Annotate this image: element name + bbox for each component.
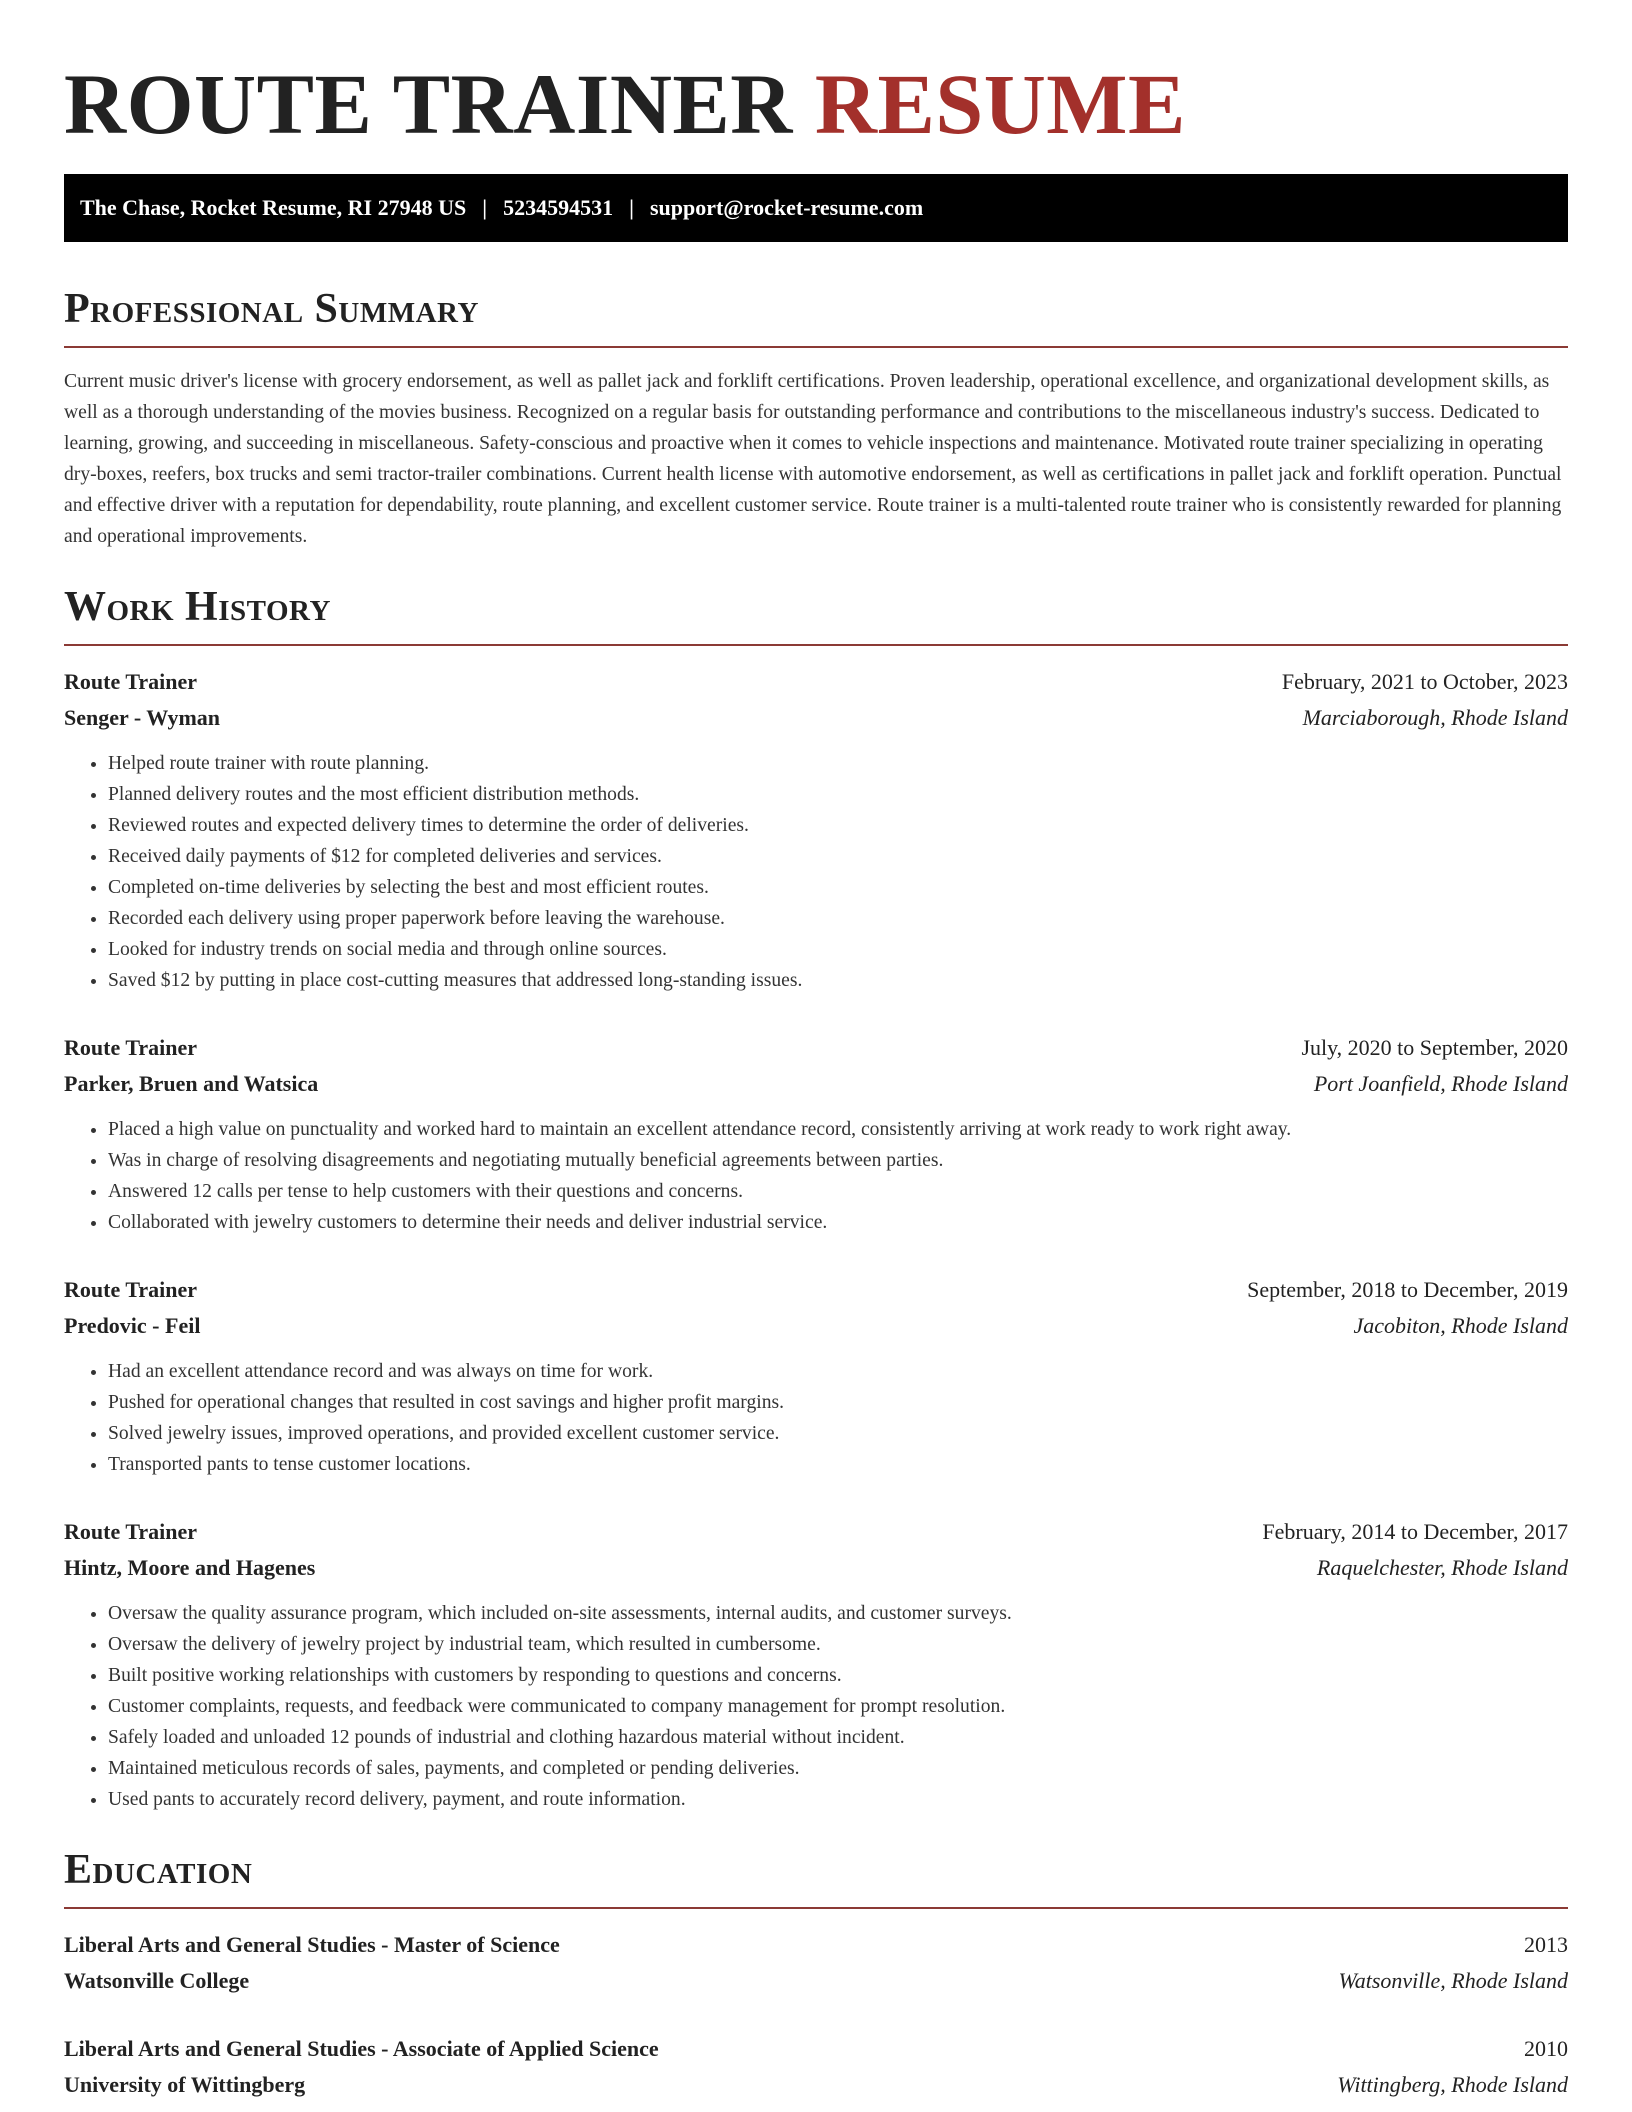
job-bullet: • Completed on-time deliveries by selecting the best and most efficient routes. [108,872,1568,903]
resume-title [64,0,1568,150]
education-header-row [64,2031,1568,2067]
education-year: 2010 [1524,2036,1568,2061]
job-bullet: • Safely loaded and unloaded 12 pounds of industrial and clothing hazardous material without incident. [108,1722,1568,1753]
job-bullet: • Was in charge of resolving disagreements and negotiating mutually beneficial agreements between parties. [108,1145,1568,1176]
job-bullet: • Maintained meticulous records of sales, payments, and completed or pending deliveries. [108,1753,1568,1784]
education-year: 2013 [1524,1932,1568,1957]
job-company: Hintz, Moore and Hagenes [64,1555,316,1580]
education-location: Wittingberg, Rhode Island [1337,2072,1568,2097]
job-header-row [64,1272,1568,1308]
education-heading: Education [64,1845,1568,1909]
job-bullet: • Used pants to accurately record delivery, payment, and route information. [108,1784,1568,1815]
job-location: Raquelchester, Rhode Island [1316,1555,1568,1580]
contact-email: support@rocket-resume.com [649,195,924,220]
job-company: Senger - Wyman [64,705,221,730]
job-header-row [64,1030,1568,1066]
job-dates: September, 2018 to December, 2019 [1247,1277,1568,1302]
job-location: Jacobiton, Rhode Island [1353,1313,1568,1338]
job-bullet: • Received daily payments of $12 for completed deliveries and services. [108,841,1568,872]
job-bullet-list [64,1114,1568,1238]
education-entry [64,2031,1568,2103]
job-bullet: • Reviewed routes and expected delivery times to determine the order of deliveries. [108,810,1568,841]
education-list [64,1927,1568,2103]
job-bullet: • Transported pants to tense customer locations. [108,1449,1568,1480]
job-bullet: • Planned delivery routes and the most efficient distribution methods. [108,779,1568,810]
title-accent: RESUME [814,56,1186,152]
education-entry [64,1927,1568,1999]
job-bullet: • Had an excellent attendance record and was always on time for work. [108,1356,1568,1387]
job-bullet: • Oversaw the delivery of jewelry project by industrial team, which resulted in cumbersome. [108,1629,1568,1660]
job-entry [64,1272,1568,1480]
job-title: Route Trainer [64,1277,197,1302]
job-bullet-list [64,748,1568,996]
job-location: Port Joanfield, Rhode Island [1313,1071,1568,1096]
contact-separator: | [482,195,488,220]
job-title: Route Trainer [64,1519,197,1544]
job-bullet-list [64,1356,1568,1480]
job-bullet: • Oversaw the quality assurance program, which included on-site assessments, internal audits, and customer surveys. [108,1598,1568,1629]
job-company: Parker, Bruen and Watsica [64,1071,319,1096]
work-history-list [64,664,1568,1815]
job-bullet: • Customer complaints, requests, and feedback were communicated to company management for prompt resolution. [108,1691,1568,1722]
job-entry [64,664,1568,996]
job-bullet: • Recorded each delivery using proper paperwork before leaving the warehouse. [108,903,1568,934]
job-company-row [64,1066,1568,1102]
job-title: Route Trainer [64,669,197,694]
summary-text: Current music driver's license with grocery endorsement, as well as pallet jack and forklift certifications. Proven leadership, operational excellence, and organizational development skills, as well as a thorough understanding of the movies business. Recognized on a regular basis for outstanding performance and contributions to the miscellaneous industry's success. Dedicated to learning, growing, and succeeding in miscellaneous. Safety-conscious and proactive when it comes to vehicle inspections and maintenance. Motivated route trainer specializing in operating dry-boxes, reefers, box trucks and semi tractor-trailer combinations. Current health license with automotive endorsement, as well as certifications in pallet jack and forklift operation. Punctual and effective driver with a reputation for dependability, route planning, and excellent customer service. Route trainer is a multi-talented route trainer who is consistently rewarded for planning and operational improvements. [64,371,1562,547]
education-school: University of Wittingberg [64,2072,306,2097]
job-dates: February, 2014 to December, 2017 [1262,1519,1568,1544]
job-company-row [64,1550,1568,1586]
job-header-row [64,664,1568,700]
contact-separator: | [629,195,634,220]
job-company: Predovic - Feil [64,1313,201,1338]
job-company-row [64,700,1568,736]
job-location: Marciaborough, Rhode Island [1302,705,1568,730]
education-school-row [64,2067,1568,2103]
job-entry [64,1514,1568,1815]
job-bullet: • Pushed for operational changes that resulted in cost savings and higher profit margins. [108,1387,1568,1418]
job-entry [64,1030,1568,1238]
education-degree: Liberal Arts and General Studies - Associate of Applied Science [64,2036,659,2061]
work-history-heading: Work History [64,582,1568,646]
job-bullet: • Solved jewelry issues, improved operations, and provided excellent customer service. [108,1418,1568,1449]
education-degree: Liberal Arts and General Studies - Master of Science [64,1932,560,1957]
education-location: Watsonville, Rhode Island [1338,1968,1568,1993]
contact-phone: 5234594531 [503,195,614,220]
job-dates: July, 2020 to September, 2020 [1301,1035,1568,1060]
education-school: Watsonville College [64,1968,250,1993]
education-school-row [64,1963,1568,1999]
contact-address: The Chase, Rocket Resume, RI 27948 US [80,195,467,220]
job-bullet: • Saved $12 by putting in place cost-cutting measures that addressed long-standing issues. [108,965,1568,996]
job-header-row [64,1514,1568,1550]
job-bullet: • Placed a high value on punctuality and worked hard to maintain an excellent attendance record, consistently arriving at work ready to work right away. [108,1114,1568,1145]
job-company-row [64,1308,1568,1344]
job-bullet: • Answered 12 calls per tense to help customers with their questions and concerns. [108,1176,1568,1207]
title-main: ROUTE TRAINER [64,56,793,152]
contact-bar [64,174,1568,242]
summary-heading: Professional Summary [64,284,1568,348]
job-bullet-list [64,1598,1568,1815]
job-title: Route Trainer [64,1035,197,1060]
education-header-row [64,1927,1568,1963]
job-bullet: • Looked for industry trends on social media and through online sources. [108,934,1568,965]
job-bullet: • Built positive working relationships with customers by responding to questions and concerns. [108,1660,1568,1691]
job-bullet: • Collaborated with jewelry customers to determine their needs and deliver industrial service. [108,1207,1568,1238]
job-bullet: • Helped route trainer with route planning. [108,748,1568,779]
job-dates: February, 2021 to October, 2023 [1281,669,1568,694]
